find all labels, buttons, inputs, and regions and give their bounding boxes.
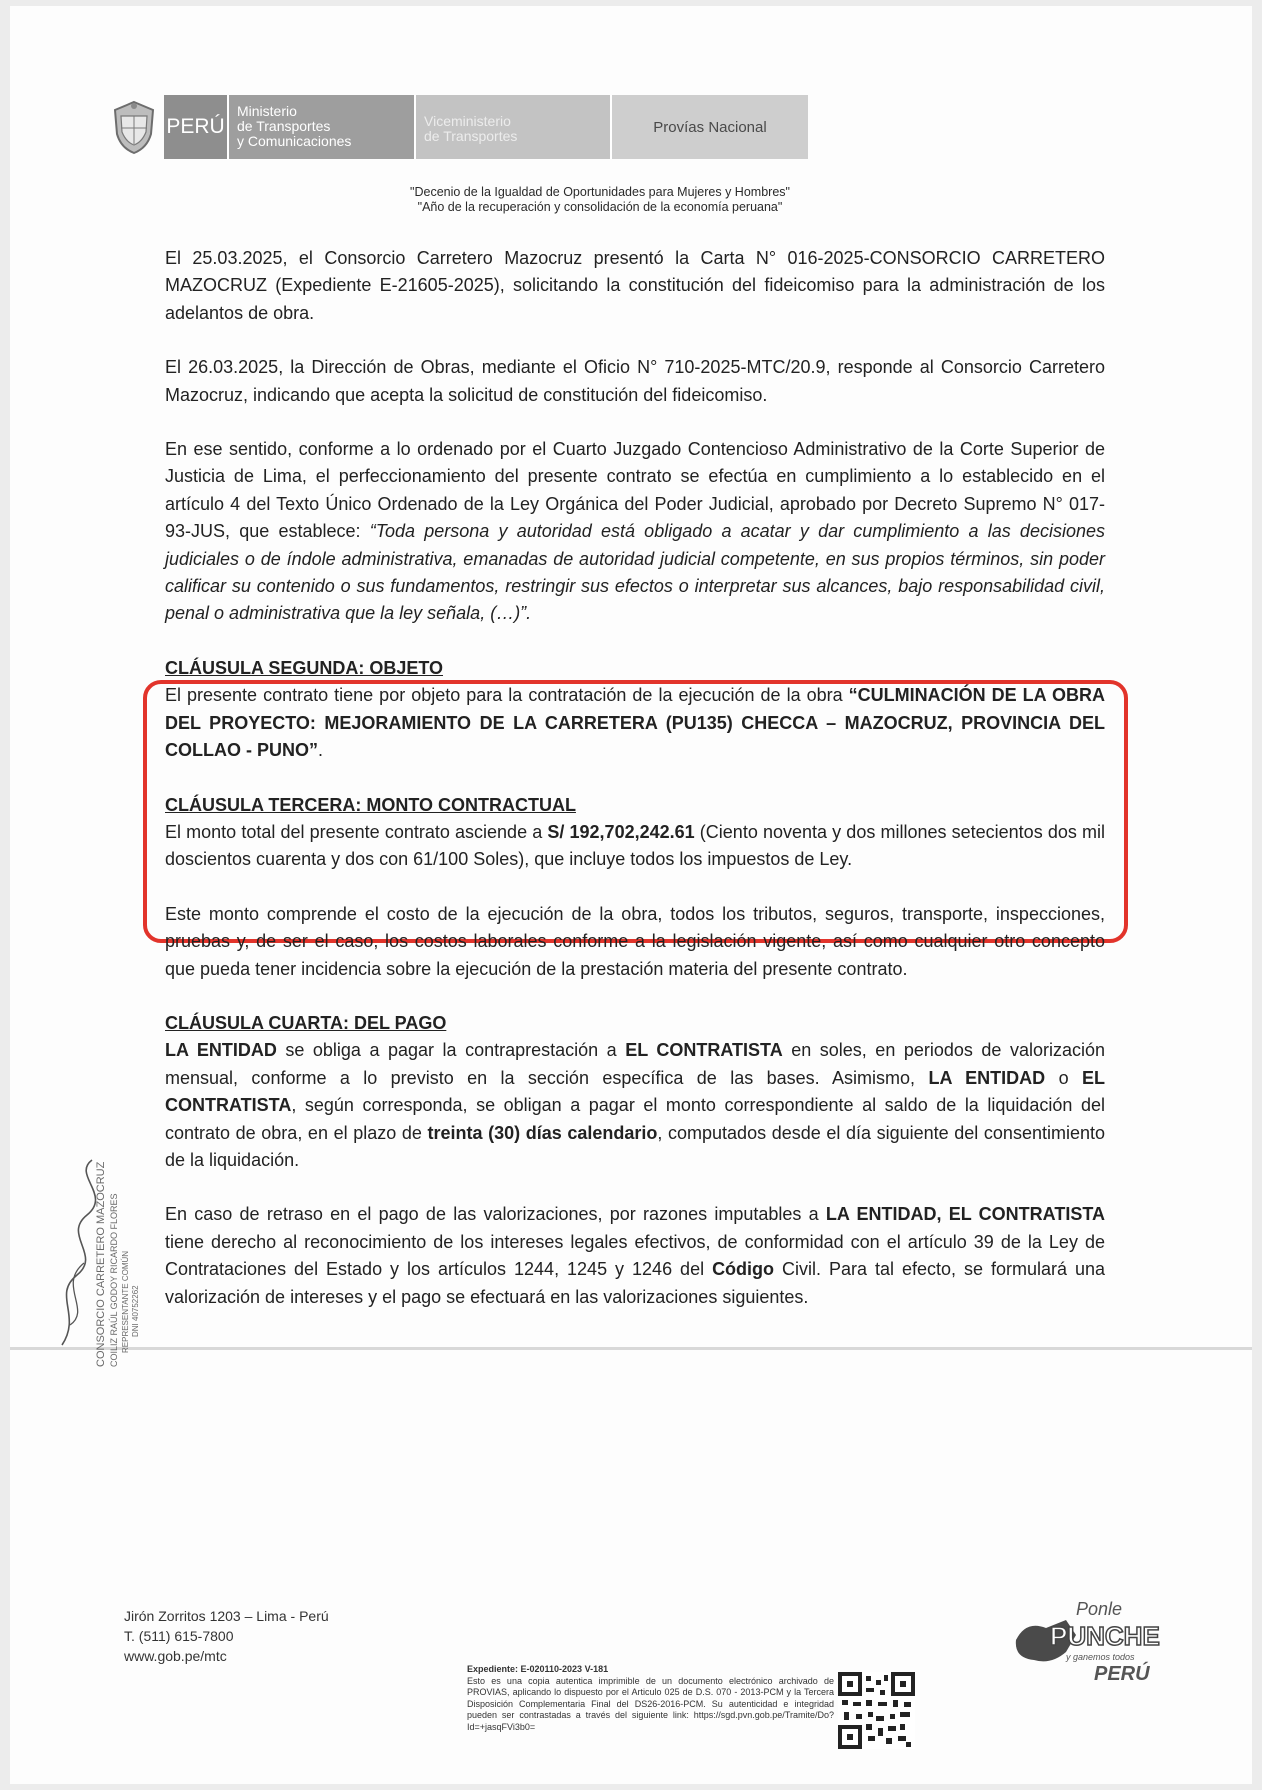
clausula-cuarta-title: CLÁUSULA CUARTA: DEL PAGO — [165, 1012, 447, 1033]
paragraph-3-text: En ese sentido, conforme a lo ordenado por el Cuarto Juzgado Contencioso Administrativo de la Corte Superior de Justicia de Lima, el perfeccionamiento del presente contrato se efectúa en cumplimiento a lo establecido en el artículo 4 del Texto Único Ordenado de la Ley Orgánica del Poder Judicial, aprobado por Decreto Supremo N° 017-93-JUS, que establece: — [165, 439, 1105, 542]
quoted-law: “Toda persona y autoridad está obligado a acatar y dar cumplimiento a las decisiones judiciales o de índole administrativa, emanadas de autoridad judicial competente, en sus propios términos, sin poder calificar su contenido o sus fundamentos, restringir sus efectos o interpretar sus alcances, bajo responsabilidad civil, penal o administrativa que la ley señala, (…)”. — [165, 521, 1105, 624]
cuarta-part-1: se obliga a pagar la contraprestación a — [276, 1040, 626, 1061]
ministry-line-3: y Comunicaciones — [237, 133, 352, 149]
term-entidad-2: LA ENTIDAD — [928, 1067, 1046, 1088]
stamp-line-2: COILIZ RAÚL GODOY RICARDO FLORES — [109, 1193, 119, 1367]
contract-amount: S/ 192,702,242.61 — [547, 821, 695, 842]
stamp-line-1: CONSORCIO CARRETERO MAZOCRUZ — [95, 1161, 107, 1367]
stamp-line-3: REPRESENTANTE COMÚN — [121, 1250, 130, 1353]
signature-scribble — [62, 1160, 96, 1345]
retraso-codigo: Código — [712, 1259, 775, 1280]
cuarta-connector: o — [1045, 1067, 1082, 1088]
verification-text: Esto es una copia autentica imprimible de un documento electrónico archivado de PROVIAS, aplicando lo dispuesto por el Articulo 025 de D.S. 070 - 2013-PCM y la Tercera Disposición Complementaria Final del DS26-2016-PCM. Su autenticidad e integridad pueden ser contrastadas a través del siguiente link: https://sgd.pvn.gob.pe/Tramite/Do?Id=+jasqFVi3b0= — [467, 1675, 834, 1732]
stamp-line-4: DNI 40752262 — [131, 1285, 140, 1337]
cuarta-part-4: , computados desde el día siguiente del consentimiento de la liquidación. — [165, 1122, 1105, 1170]
decree-line-1: "Decenio de la Igualdad de Oportunidades para Mujeres y Hombres" — [410, 185, 790, 199]
letterhead — [104, 95, 808, 159]
paragraph-retraso — [165, 1201, 1105, 1311]
vice-line-1: Viceministerio — [424, 113, 511, 129]
retraso-part-2: tiene derecho al reconocimiento de los intereses legales efectivos, de conformidad con el artículo 39 de la Ley de Contrataciones del Estado y los artículos 1244, 1245 y 1246 del — [165, 1231, 1105, 1280]
retraso-part-1: En caso de retraso en el pago de las valorizaciones, por razones imputables a — [165, 1204, 826, 1225]
logo-tagline: y ganemos todos — [1066, 1652, 1135, 1662]
document-body — [165, 245, 1105, 1338]
clausula-tercera-body: El monto total del presente contrato asciende a — [165, 821, 548, 842]
clausula-segunda-title: CLÁUSULA SEGUNDA: OBJETO — [165, 657, 444, 678]
qr-code-icon — [838, 1672, 915, 1749]
term-contratista-2: EL CONTRATISTA — [165, 1067, 1106, 1116]
payment-term: treinta (30) días calendario — [427, 1122, 658, 1143]
website: www.gob.pe/mtc — [124, 1648, 227, 1664]
ponle-punche-logo — [1006, 1590, 1160, 1700]
project-name: “CULMINACIÓN DE LA OBRA DEL PROYECTO: MEJORAMIENTO DE LA CARRETERA (PU135) CHECCA – MAZOCRUZ, PROVINCIA DEL COLLAO - PUNO” — [165, 685, 1105, 761]
logo-punche: PUNCHE — [1050, 1621, 1160, 1651]
ministry-line-2: de Transportes — [237, 118, 331, 134]
verification-note — [467, 1664, 834, 1733]
logo-peru: PERÚ — [1094, 1663, 1150, 1685]
paragraph-monto: Este monto comprende el costo de la ejecución de la obra, todos los tributos, seguros, transporte, inspecciones, pruebas y, de ser el caso, los costos laborales conforme a la legislación vigente, así como cualquier otro concepto que pueda tener incidencia sobre la ejecución de la prestación materia del presente contrato. — [165, 903, 1105, 979]
term-entidad: LA ENTIDAD — [165, 1040, 277, 1061]
clausula-segunda-end: . — [318, 740, 324, 761]
retraso-part-3: Civil. Para tal efecto, se formulará una valorización de intereses y el pago se efectuará en las valorizaciones siguientes. — [165, 1259, 1106, 1307]
term-contratista: EL CONTRATISTA — [625, 1040, 783, 1061]
country-label: PERÚ — [164, 95, 229, 159]
ministry-line-1: Ministerio — [237, 103, 297, 119]
paragraph-3 — [165, 436, 1105, 628]
cuarta-part-3: , según corresponda, se obligan a pagar el monto correspondiente al saldo de la liquidación del contrato de obra, en el plazo de — [165, 1095, 1105, 1143]
signature-stamp — [42, 1135, 140, 1375]
agency-label: Provías Nacional — [612, 95, 808, 159]
expediente-number: Expediente: E-020110-2023 V-181 — [467, 1664, 609, 1674]
clausula-segunda-text — [165, 682, 1105, 764]
cuarta-part-2: en soles, en periodos de valorización mensual, conforme a lo previsto en la sección específica de las bases. Asimismo, — [165, 1040, 1105, 1088]
logo-ponle: Ponle — [1076, 1599, 1123, 1619]
decree-line-2: "Año de la recuperación y consolidación de la economía peruana" — [417, 200, 783, 214]
clausula-segunda-body: El presente contrato tiene por objeto para la contratación de la ejecución de la obra — [165, 685, 849, 706]
decree-motto — [280, 185, 920, 215]
paragraph-2: El 26.03.2025, la Dirección de Obras, mediante el Oficio N° 710-2025-MTC/20.9, responde al Consorcio Carretero Mazocruz, indicando que acepta la solicitud de constitución del fideicomiso. — [165, 357, 1105, 405]
vice-line-2: de Transportes — [424, 128, 518, 144]
clausula-tercera-title: CLÁUSULA TERCERA: MONTO CONTRACTUAL — [165, 794, 576, 815]
address: Jirón Zorritos 1203 – Lima - Perú — [124, 1608, 329, 1624]
retraso-parties: LA ENTIDAD, EL CONTRATISTA — [825, 1204, 1105, 1225]
coat-of-arms-icon — [104, 95, 164, 159]
amount-in-words: (Ciento noventa y dos millones setecientos dos mil doscientos cuarenta y dos con 61/100 Soles), que incluye todos los impuestos de Ley. — [165, 821, 1105, 870]
scan-artifact-line — [10, 1347, 1252, 1350]
ministry-label — [229, 95, 416, 159]
clausula-tercera-text — [165, 819, 1105, 874]
paragraph-1: El 25.03.2025, el Consorcio Carretero Mazocruz presentó la Carta N° 016-2025-CONSORCIO CARRETERO MAZOCRUZ (Expediente E-21605-2025), solicitando la constitución del fideicomiso para la administración de los adelantos de obra. — [165, 248, 1105, 323]
clausula-cuarta-text — [165, 1037, 1105, 1174]
footer-address — [124, 1606, 329, 1666]
viceministry-label — [416, 95, 612, 159]
phone: T. (511) 615-7800 — [124, 1628, 234, 1644]
